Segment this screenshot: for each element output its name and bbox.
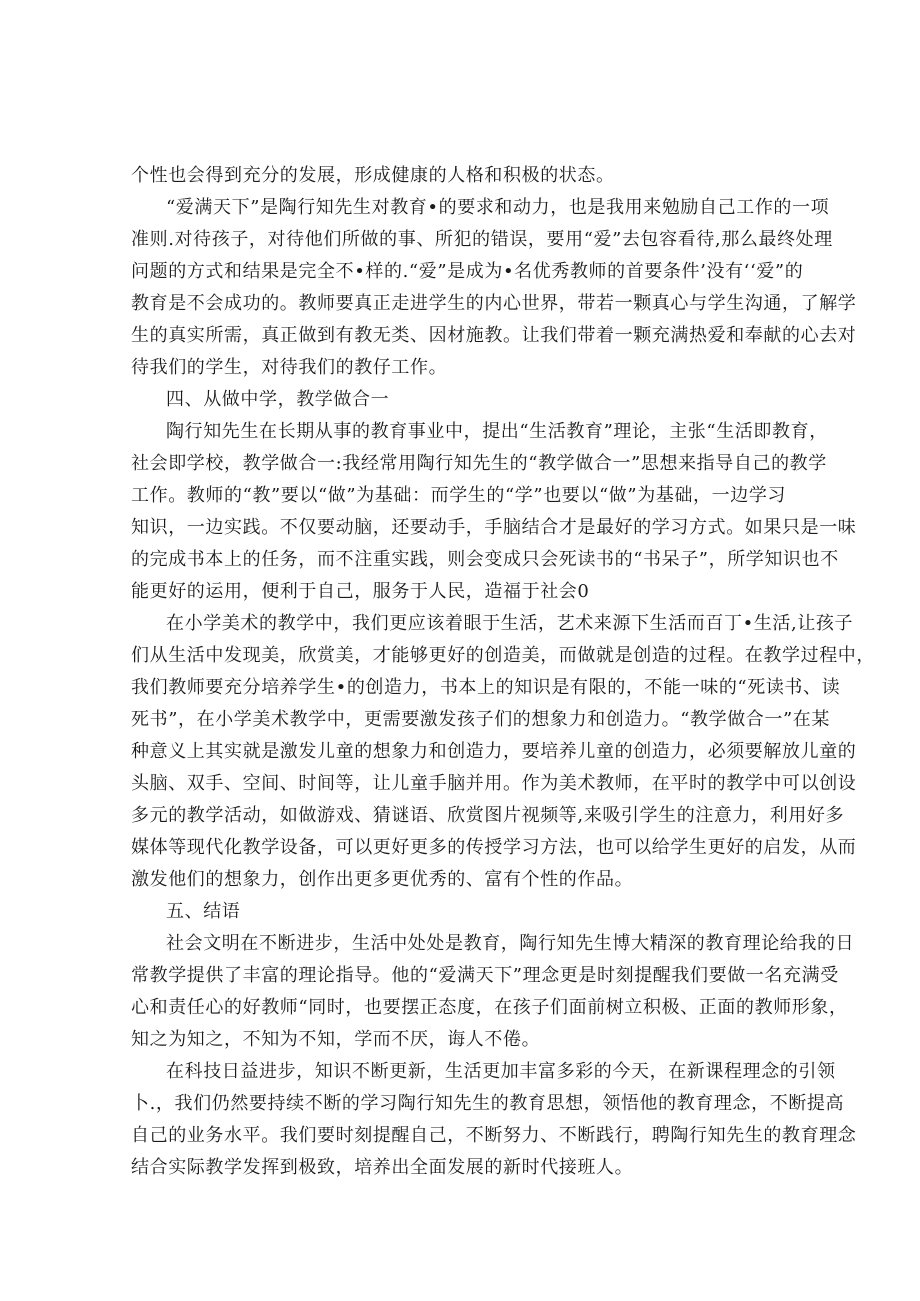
text-line: 自己的业务水平。我们要时刻提醒自己，不断努力、不断践行，聘陶行知先生的教育理念 bbox=[131, 1125, 857, 1146]
text-line: 知之为知之，不知为不知，学而不厌，诲人不倦。 bbox=[131, 1029, 541, 1050]
paragraph-start-line: 在科技日益进步，知识不断更新，生活更加丰富多彩的今天，在新课程理念的引领 bbox=[166, 1061, 836, 1082]
text-line: 多元的教学活动，如做游戏、猜谜语、欣赏图片视频等,来吸引学生的注意力，利用好多 bbox=[131, 805, 845, 826]
text-line: 能更好的运用，便利于自己，服务于人民，造福于社会0 bbox=[131, 581, 590, 602]
paragraph-start-line: “爱满天下”是陶行知先生对教育•的要求和动力，也是我用来勉励自己工作的一项 bbox=[166, 197, 830, 218]
text-line: 常教学提供了丰富的理论指导。他的“爱满天下”理念更是时刻提醒我们要做一名充满受 bbox=[131, 965, 839, 986]
paragraph-start-line: 陶行知先生在长期从事的教育事业中，提出“生活教育”理论，主张“生活即教育， bbox=[166, 421, 828, 442]
paragraph-start-line: 在小学美术的教学中，我们更应该着眼于生活，艺术来源下生活而百丁•生活,让孩子 bbox=[166, 613, 854, 634]
text-line: 结合实际教学发挥到极致，培养出全面发展的新时代接班人。 bbox=[131, 1157, 634, 1178]
text-line: 知识，一边实践。不仅要动脑，还要动手，手脑结合才是最好的学习方式。如果只是一味 bbox=[131, 517, 857, 538]
text-line: 生的真实所需，真正做到有教无类、因材施教。让我们带着一颗充满热爱和奉献的心去对 bbox=[131, 325, 857, 346]
section-heading-4: 四、从做中学，教学做合一 bbox=[166, 389, 390, 410]
text-line: 工作。教师的“教”要以“做”为基础：而学生的“学”也要以“做”为基础，一边学习 bbox=[131, 485, 787, 506]
text-line: 的完成书本上的任务，而不注重实践，则会变成只会死读书的“书呆子”，所学知识也不 bbox=[131, 549, 839, 570]
text-line: 待我们的学生，对待我们的教仔工作。 bbox=[131, 357, 448, 378]
text-line: 准则.对待孩子，对待他们所做的事、所犯的错误，要用“爱”去包容看待,那么最终处理 bbox=[131, 229, 833, 250]
text-line: 们从生活中发现美，欣赏美，才能够更好的创造美，而做就是创造的过程。在教学过程中， bbox=[131, 645, 875, 666]
paragraph-start-line: 社会文明在不断进步，生活中处处是教育，陶行知先生博大精深的教育理论给我的日 bbox=[166, 933, 855, 954]
text-line: 卜.，我们仍然要持续不断的学习陶行知先生的教育思想，领悟他的教育理念，不断提高 bbox=[131, 1093, 845, 1114]
text-line: 心和责任心的好教师“同时，也要摆正态度，在孩子们面前树立积极、正面的教师形象， bbox=[131, 997, 848, 1018]
text-line: 问题的方式和结果是完全不•样的.“爱”是成为•名优秀教师的首要条件’没有‘‘爱”的 bbox=[131, 261, 804, 282]
text-line: 个性也会得到充分的发展，形成健康的人格和积极的状态。 bbox=[131, 165, 615, 186]
text-line: 我们教师要充分培养学生•的创造力，书本上的知识是有限的，不能一味的“死读书、读 bbox=[131, 677, 841, 698]
text-line: 死书”，在小学美术教学中，更需要激发孩子们的想象力和创造力。“教学做合一”在某 bbox=[131, 709, 831, 730]
text-line: 社会即学校，教学做合一:我经常用陶行知先生的“教学做合一”思想来指导自己的教学 bbox=[131, 453, 827, 474]
text-line: 媒体等现代化教学设备，可以更好更多的传授学习方法，也可以给学生更好的启发，从而 bbox=[131, 837, 857, 858]
section-heading-5: 五、结语 bbox=[166, 901, 241, 922]
text-line: 头脑、双手、空间、时间等，让儿童手脑并用。作为美术教师，在平时的教学中可以创设 bbox=[131, 773, 857, 794]
text-line: 教育是不会成功的。教师要真正走进学生的内心世界，带若一颗真心与学生沟通，了解学 bbox=[131, 293, 857, 314]
text-line: 激发他们的想象力，创作出更多更优秀的、富有个性的作品。 bbox=[131, 869, 634, 890]
text-line: 种意义上其实就是激发儿童的想象力和创造力，要培养儿童的创造力，必须要解放儿童的 bbox=[131, 741, 857, 762]
